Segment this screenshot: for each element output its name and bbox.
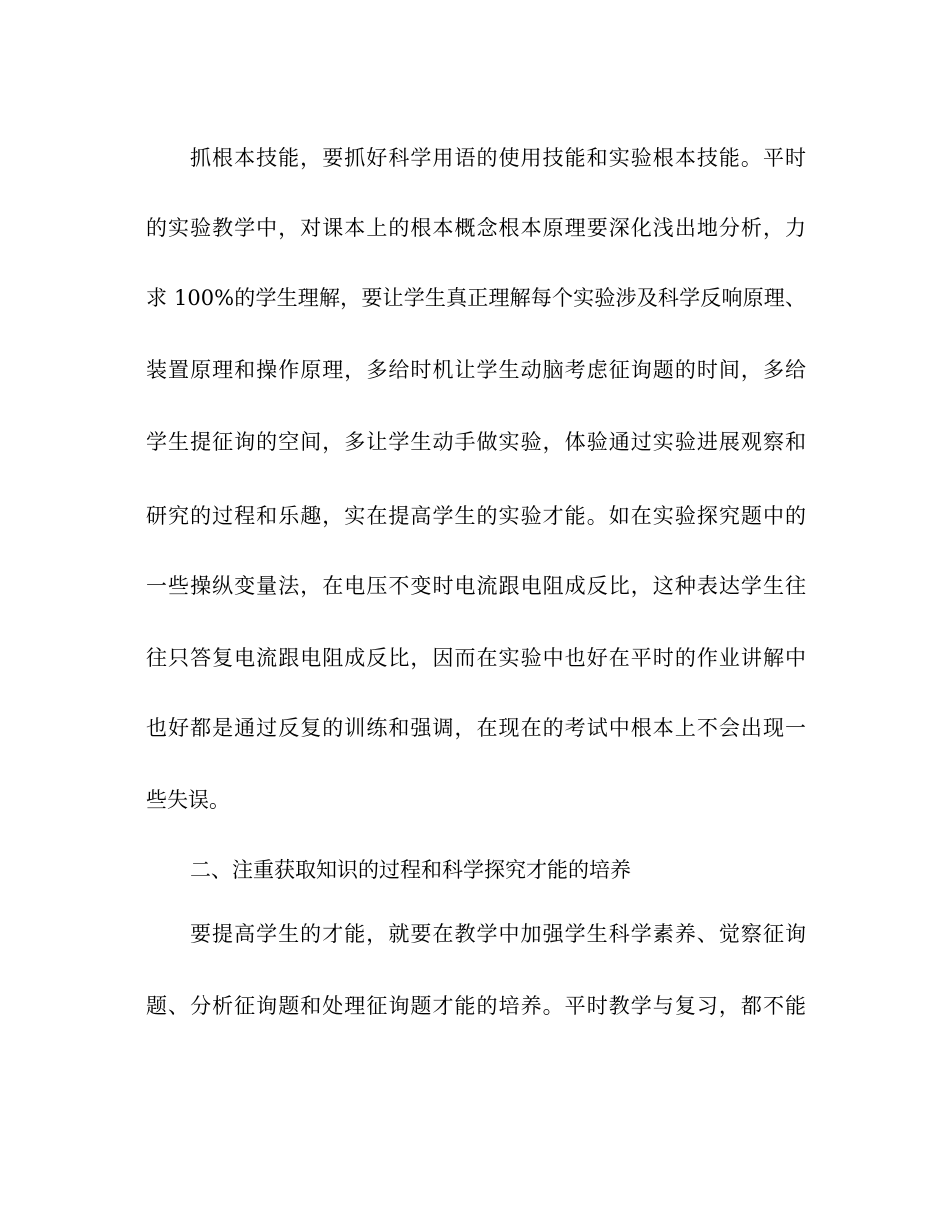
paragraph-line: 往只答复电流跟电阻成反比，因而在实验中也好在平时的作业讲解中	[146, 646, 806, 670]
paragraph-line: 抓根本技能，要抓好科学用语的使用技能和实验根本技能。平时	[190, 146, 806, 170]
paragraph-line: 些失误。	[146, 788, 230, 812]
paragraph-line: 的实验教学中，对课本上的根本概念根本原理要深化浅出地分析，力	[146, 216, 806, 240]
paragraph-line: 研究的过程和乐趣，实在提高学生的实验才能。如在实验探究题中的	[146, 504, 806, 528]
paragraph-line: 题、分析征询题和处理征询题才能的培养。平时教学与复习，都不能	[146, 994, 806, 1018]
paragraph-line: 学生提征询的空间，多让学生动手做实验，体验通过实验进展观察和	[146, 430, 806, 454]
paragraph-line: 一些操纵变量法，在电压不变时电流跟电阻成反比，这种表达学生往	[146, 574, 806, 598]
paragraph-line: 求 100%的学生理解，要让学生真正理解每个实验涉及科学反响原理、	[146, 286, 806, 310]
paragraph-line: 装置原理和操作原理，多给时机让学生动脑考虑征询题的时间，多给	[146, 358, 806, 382]
section-heading: 二、注重获取知识的过程和科学探究才能的培养	[190, 858, 631, 882]
paragraph-line: 要提高学生的才能，就要在教学中加强学生科学素养、觉察征询	[190, 922, 806, 946]
paragraph-line: 也好都是通过反复的训练和强调，在现在的考试中根本上不会出现一	[146, 716, 806, 740]
